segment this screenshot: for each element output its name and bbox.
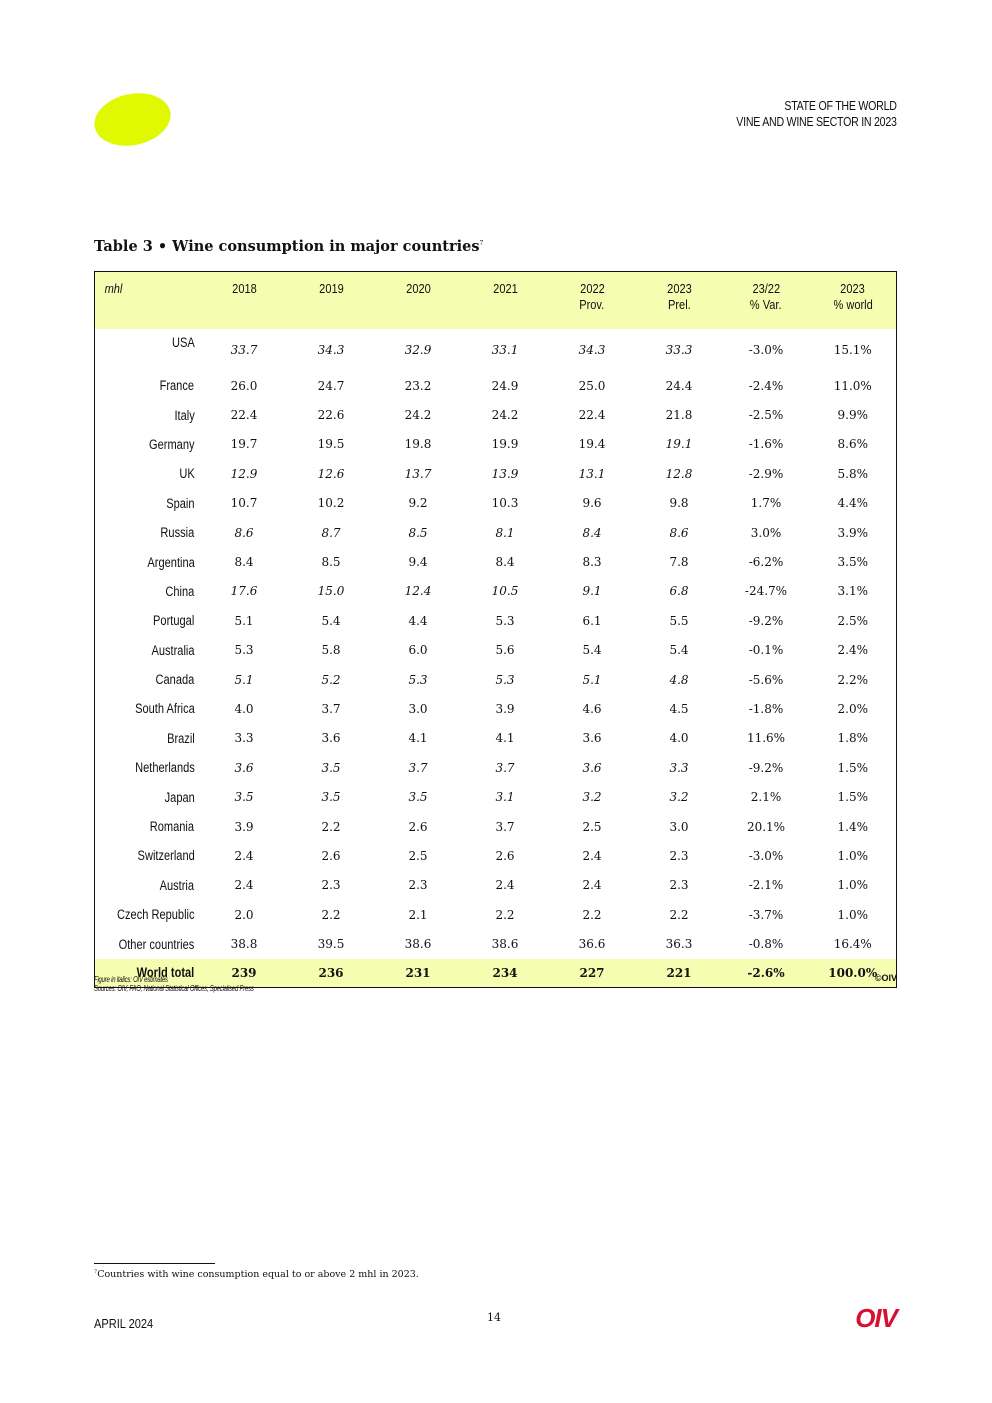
value-cell: 5.3	[495, 613, 515, 628]
value-cell: 33.3	[665, 343, 693, 357]
decorative-blob	[90, 87, 176, 153]
value-cell: 2.5	[408, 848, 428, 863]
value-cell: 236	[288, 959, 375, 988]
value-cell: 21.8	[665, 408, 693, 423]
value-cell: 24.9	[491, 378, 519, 393]
column-header	[810, 272, 897, 330]
value-cell: 3.5	[321, 790, 341, 805]
country-cell	[95, 724, 201, 753]
page-number: 14	[487, 1311, 501, 1324]
value-cell: 12.8	[665, 466, 693, 481]
column-header-line1: 2023	[666, 281, 692, 296]
column-header	[375, 272, 462, 330]
country-name: Netherlands	[134, 760, 195, 776]
value-cell: 3.6	[582, 760, 602, 775]
value-cell: 2.0	[234, 907, 254, 922]
value-cell: 3.5%	[837, 555, 868, 570]
country-cell	[95, 400, 201, 429]
value-cell: 2.5%	[837, 613, 868, 628]
footnote	[94, 1269, 419, 1280]
value-cell: 9.2	[408, 496, 428, 511]
value-cell: 2.6	[321, 848, 341, 863]
value-cell: 234	[462, 959, 549, 988]
value-cell: 5.8%	[837, 466, 868, 481]
value-cell: 36.6	[578, 937, 606, 952]
value-cell: -3.7%	[748, 907, 784, 922]
value-cell: 3.1	[495, 790, 515, 805]
value-cell: 13.7	[404, 466, 432, 481]
country-cell	[95, 782, 201, 811]
report-header	[737, 98, 897, 130]
value-cell: 5.1	[234, 672, 254, 687]
value-cell: 2.2	[495, 907, 515, 922]
table-row	[95, 459, 897, 488]
value-cell: 24.2	[491, 408, 519, 423]
value-cell: 9.1	[582, 584, 602, 599]
oiv-logo: OIV	[855, 1303, 897, 1333]
footnote-text: Countries with wine consumption equal to or above 2 mhl in 2023.	[97, 1269, 419, 1281]
value-cell: 15.0	[317, 584, 345, 599]
value-cell: 12.6	[317, 466, 345, 481]
value-cell: -1.8%	[748, 701, 784, 716]
country-cell	[95, 636, 201, 665]
country-name: Russia	[160, 525, 195, 541]
table-row	[95, 577, 897, 606]
value-cell: 5.8	[321, 643, 341, 658]
table-row	[95, 606, 897, 635]
country-name: South Africa	[134, 701, 195, 717]
value-cell: 3.3	[234, 731, 254, 746]
country-cell	[95, 518, 201, 547]
value-cell: 8.7	[321, 525, 341, 540]
value-cell: 5.1	[582, 672, 602, 687]
value-cell: 12.4	[404, 584, 432, 599]
country-name: Switzerland	[137, 848, 195, 864]
value-cell: 10.7	[230, 496, 258, 511]
value-cell: 32.9	[404, 343, 432, 357]
value-cell: 20.1%	[746, 819, 786, 834]
footnote-ref: 7	[479, 240, 484, 248]
value-cell: 11.6%	[746, 731, 786, 746]
country-name: Australia	[151, 642, 195, 658]
value-cell: 3.3	[669, 760, 689, 775]
value-cell: 16.4%	[833, 937, 872, 952]
value-cell: 38.6	[404, 937, 432, 952]
value-cell: 4.1	[495, 731, 515, 746]
country-name: China	[165, 583, 195, 599]
value-cell: 3.5	[234, 790, 254, 805]
table-row	[95, 753, 897, 782]
value-cell: -2.9%	[748, 466, 784, 481]
column-header	[462, 272, 549, 330]
country-name: Argentina	[147, 554, 195, 570]
country-cell	[95, 371, 201, 400]
country-name: France	[160, 378, 195, 394]
value-cell: 3.7	[495, 760, 515, 775]
value-cell: 4.0	[234, 701, 254, 716]
value-cell: 4.8	[669, 672, 689, 687]
country-cell	[95, 900, 201, 929]
column-header-line1: 2019	[318, 281, 344, 296]
value-cell: 3.7	[408, 760, 428, 775]
table-row	[95, 547, 897, 576]
value-cell: 1.8%	[837, 731, 868, 746]
value-cell: 2.0%	[837, 701, 868, 716]
column-header-line1: 2018	[231, 281, 257, 296]
value-cell: -6.2%	[748, 555, 784, 570]
country-cell	[95, 329, 201, 371]
value-cell: 2.5	[582, 819, 602, 834]
value-cell: 33.7	[230, 343, 258, 357]
value-cell: 3.9	[234, 819, 254, 834]
table-row	[95, 812, 897, 841]
unit-text: mhl	[104, 281, 123, 296]
value-cell: 10.3	[491, 496, 519, 511]
value-cell: 3.2	[669, 790, 689, 805]
value-cell: 2.2%	[837, 672, 868, 687]
country-name: Japan	[164, 789, 195, 805]
value-cell: 8.3	[582, 555, 602, 570]
value-cell: 8.1	[495, 525, 515, 540]
value-cell: 1.4%	[837, 819, 868, 834]
value-cell: 5.3	[234, 643, 254, 658]
value-cell: 8.4	[495, 555, 515, 570]
country-name: Brazil	[166, 730, 195, 746]
table-header-row	[95, 272, 897, 330]
value-cell: 5.4	[582, 643, 602, 658]
value-cell: 2.4%	[837, 643, 868, 658]
header-line-1: STATE OF THE WORLD	[784, 99, 897, 113]
country-name: UK	[179, 466, 195, 482]
value-cell: 7.8	[669, 555, 689, 570]
country-cell	[95, 577, 201, 606]
value-cell: 12.9	[230, 466, 258, 481]
value-cell: 1.0%	[837, 907, 868, 922]
table-row	[95, 371, 897, 400]
value-cell: 19.5	[317, 437, 345, 452]
value-cell: 13.1	[578, 466, 606, 481]
value-cell: 5.4	[321, 613, 341, 628]
value-cell: 227	[549, 959, 636, 988]
country-cell	[95, 753, 201, 782]
value-cell: 2.3	[669, 878, 689, 893]
column-header-line1: 2022	[579, 281, 605, 296]
value-cell: 5.3	[408, 672, 428, 687]
value-cell: 36.3	[665, 937, 693, 952]
column-header-line1: 2021	[492, 281, 518, 296]
column-header-line1: 23/22	[752, 281, 780, 296]
value-cell: 3.7	[495, 819, 515, 834]
table-row	[95, 871, 897, 900]
value-cell: 3.1%	[837, 584, 868, 599]
value-cell: 5.3	[495, 672, 515, 687]
value-cell: 17.6	[230, 584, 258, 599]
value-cell: 4.4%	[837, 496, 868, 511]
value-cell: 19.8	[404, 437, 432, 452]
value-cell: 22.4	[578, 408, 606, 423]
column-header-line2: % Var.	[750, 297, 782, 312]
value-cell: 39.5	[317, 937, 345, 952]
table-title-text: Table 3 • Wine consumption in major countries	[94, 238, 480, 255]
country-cell	[95, 665, 201, 694]
wine-consumption-table	[94, 271, 897, 988]
value-cell: 2.2	[669, 907, 689, 922]
value-cell: 231	[375, 959, 462, 988]
country-name: Spain	[166, 495, 195, 511]
value-cell: -2.1%	[748, 878, 784, 893]
value-cell: 239	[201, 959, 288, 988]
country-cell	[95, 871, 201, 900]
value-cell: 100.0%	[810, 959, 897, 988]
value-cell: 9.9%	[837, 408, 868, 423]
value-cell: -0.8%	[748, 937, 784, 952]
value-cell: -2.5%	[748, 408, 784, 423]
value-cell: 1.7%	[750, 496, 782, 511]
footnote-number: 7	[94, 1269, 98, 1275]
value-cell: 3.0%	[750, 525, 782, 540]
column-header	[288, 272, 375, 330]
table-row	[95, 400, 897, 429]
value-cell: 22.6	[317, 408, 345, 423]
country-cell	[95, 694, 201, 723]
value-cell: 19.9	[491, 437, 519, 452]
value-cell: -0.1%	[748, 643, 784, 658]
value-cell: 3.5	[408, 790, 428, 805]
value-cell: 8.4	[582, 525, 602, 540]
country-cell	[95, 547, 201, 576]
value-cell: 4.5	[669, 701, 689, 716]
value-cell: 8.5	[321, 555, 341, 570]
value-cell: -9.2%	[748, 613, 784, 628]
table-row	[95, 636, 897, 665]
value-cell: 3.9	[495, 701, 515, 716]
value-cell: 10.2	[317, 496, 345, 511]
value-cell: 8.5	[408, 525, 428, 540]
value-cell: 2.3	[321, 878, 341, 893]
country-name: Italy	[174, 407, 195, 423]
table-row	[95, 724, 897, 753]
value-cell: 2.4	[234, 878, 254, 893]
value-cell: 2.2	[582, 907, 602, 922]
value-cell: 4.6	[582, 701, 602, 716]
footer-date: APRIL 2024	[94, 1316, 154, 1331]
value-cell: 2.3	[669, 848, 689, 863]
value-cell: 2.2	[321, 819, 341, 834]
value-cell: 3.0	[669, 819, 689, 834]
value-cell: 19.1	[665, 437, 693, 452]
value-cell: 6.1	[582, 613, 602, 628]
value-cell: 24.2	[404, 408, 432, 423]
value-cell: 24.4	[665, 378, 693, 393]
country-cell	[95, 606, 201, 635]
value-cell: 13.9	[491, 466, 519, 481]
value-cell: 9.4	[408, 555, 428, 570]
column-header	[549, 272, 636, 330]
value-cell: 2.4	[582, 848, 602, 863]
table-title	[94, 238, 483, 255]
value-cell: 33.1	[491, 343, 519, 357]
column-header	[201, 272, 288, 330]
value-cell: 19.7	[230, 437, 258, 452]
country-name: USA	[171, 335, 195, 350]
value-cell: -2.4%	[748, 378, 784, 393]
value-cell: 34.3	[317, 343, 345, 357]
column-header-line2: % world	[833, 297, 873, 312]
value-cell: 10.5	[491, 584, 519, 599]
country-name: Germany	[148, 436, 195, 452]
column-header	[723, 272, 810, 330]
value-cell: 26.0	[230, 378, 258, 393]
value-cell: 8.6	[234, 525, 254, 540]
value-cell: 4.0	[669, 731, 689, 746]
value-cell: -2.6%	[723, 959, 810, 988]
value-cell: 3.5	[321, 760, 341, 775]
value-cell: 11.0%	[833, 378, 872, 393]
country-name: Romania	[150, 819, 195, 835]
value-cell: 15.1%	[833, 343, 872, 357]
table-row	[95, 489, 897, 518]
table-row	[95, 694, 897, 723]
country-cell	[95, 459, 201, 488]
value-cell: 1.0%	[837, 848, 868, 863]
table-row	[95, 841, 897, 870]
value-cell: -5.6%	[748, 672, 784, 687]
value-cell: 22.4	[230, 408, 258, 423]
value-cell: 3.9%	[837, 525, 868, 540]
value-cell: 19.4	[578, 437, 606, 452]
column-header-line2: Prov.	[579, 297, 605, 312]
value-cell: 3.6	[234, 760, 254, 775]
value-cell: 3.2	[582, 790, 602, 805]
value-cell: 2.4	[495, 878, 515, 893]
value-cell: -3.0%	[748, 848, 784, 863]
value-cell: -9.2%	[748, 760, 784, 775]
value-cell: 3.6	[321, 731, 341, 746]
value-cell: 3.6	[582, 731, 602, 746]
column-header-line1: 2020	[405, 281, 431, 296]
country-name: Portugal	[153, 613, 195, 629]
value-cell: 5.1	[234, 613, 254, 628]
value-cell: 25.0	[578, 378, 606, 393]
value-cell: 2.2	[321, 907, 341, 922]
value-cell: 4.4	[408, 613, 428, 628]
country-cell	[95, 489, 201, 518]
value-cell: 4.1	[408, 731, 428, 746]
value-cell: 1.5%	[837, 760, 868, 775]
value-cell: 3.0	[408, 701, 428, 716]
value-cell: 23.2	[404, 378, 432, 393]
value-cell: 5.5	[669, 613, 689, 628]
unit-label	[95, 272, 201, 330]
table-row	[95, 665, 897, 694]
value-cell: 38.8	[230, 937, 258, 952]
value-cell: 8.4	[234, 555, 254, 570]
header-line-2: VINE AND WINE SECTOR IN 2023	[736, 115, 897, 129]
table-row	[95, 900, 897, 929]
value-cell: 3.7	[321, 701, 341, 716]
sources-note: Sources: OIV, FAO, National Statistical Offices, Specialised Press	[94, 984, 254, 993]
column-header	[636, 272, 723, 330]
footnote-divider	[94, 1263, 215, 1264]
country-name: Czech Republic	[116, 907, 195, 923]
value-cell: 5.6	[495, 643, 515, 658]
country-name: Austria	[160, 877, 195, 893]
value-cell: 6.8	[669, 584, 689, 599]
value-cell: 34.3	[578, 343, 606, 357]
value-cell: 2.6	[495, 848, 515, 863]
value-cell: 8.6%	[837, 437, 868, 452]
value-cell: 2.1%	[750, 790, 782, 805]
value-cell: 2.4	[234, 848, 254, 863]
country-name: Other countries	[118, 936, 195, 952]
value-cell: 5.4	[669, 643, 689, 658]
value-cell: -24.7%	[744, 584, 788, 599]
value-cell: 38.6	[491, 937, 519, 952]
value-cell: 1.5%	[837, 790, 868, 805]
country-cell	[95, 812, 201, 841]
country-cell	[95, 841, 201, 870]
value-cell: 2.1	[408, 907, 428, 922]
value-cell: 1.0%	[837, 878, 868, 893]
italics-note: Figure in italics: OIV estimates	[94, 975, 168, 984]
value-cell: 8.6	[669, 525, 689, 540]
value-cell: 5.2	[321, 672, 341, 687]
country-name: World total	[136, 965, 195, 981]
country-cell	[95, 929, 201, 958]
country-name: Canada	[155, 672, 195, 688]
country-cell	[95, 430, 201, 459]
table-row	[95, 518, 897, 547]
column-header-line1: 2023	[840, 281, 866, 296]
table-notes	[94, 975, 254, 993]
value-cell: 2.6	[408, 819, 428, 834]
table-row	[95, 329, 897, 371]
table-row	[95, 782, 897, 811]
value-cell: 9.8	[669, 496, 689, 511]
value-cell: -3.0%	[748, 343, 784, 357]
copyright: ©OIV	[874, 973, 897, 983]
value-cell: 221	[636, 959, 723, 988]
value-cell: 24.7	[317, 378, 345, 393]
value-cell: -1.6%	[748, 437, 784, 452]
value-cell: 9.6	[582, 496, 602, 511]
table-row	[95, 929, 897, 958]
value-cell: 6.0	[408, 643, 428, 658]
column-header-line2: Prel.	[667, 297, 691, 312]
table-row	[95, 430, 897, 459]
value-cell: 2.4	[582, 878, 602, 893]
value-cell: 2.3	[408, 878, 428, 893]
